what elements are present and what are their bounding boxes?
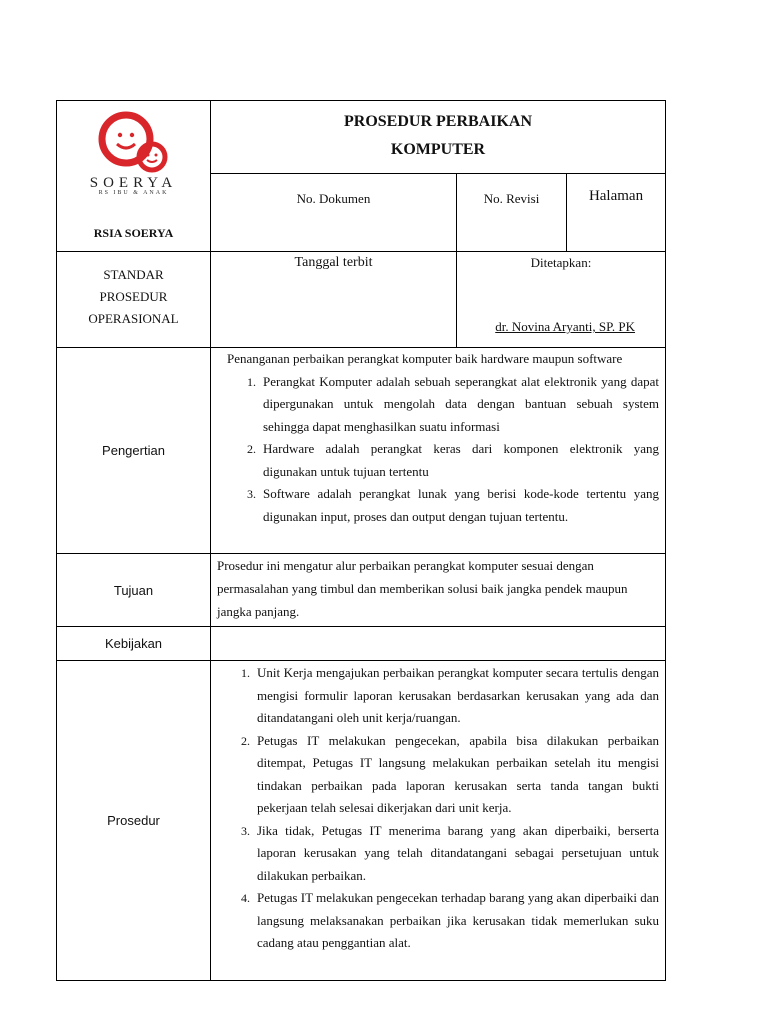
section-content-prosedur bbox=[211, 661, 666, 981]
hospital-logo bbox=[57, 101, 210, 196]
section-content-pengertian bbox=[211, 348, 666, 554]
sop-document-table bbox=[56, 100, 666, 981]
section-content-kebijakan bbox=[211, 627, 666, 661]
sop-type-line-2: PROSEDUR bbox=[99, 289, 168, 304]
pengertian-intro: Penanganan perbaikan perangkat komputer baik hardware maupun software bbox=[227, 351, 623, 366]
list-item: 4. Petugas IT melakukan pengecekan terhadap barang yang akan diperbaiki dan langsung melaksanakan perbaikan jika kerusakan tidak memerlukan suku cadang atau penggantian alat. bbox=[253, 887, 659, 955]
revision-label: No. Revisi bbox=[483, 190, 540, 206]
list-item: 2. Hardware adalah perangkat keras dari komponen elektronik yang digunakan untuk tujuan tertentu bbox=[259, 438, 659, 483]
sop-type-line-1: STANDAR bbox=[103, 267, 164, 282]
list-item: 3. Jika tidak, Petugas IT menerima barang yang akan diperbaiki, berserta laporan kerusakan yang telah ditandatangani sebagai persetujuan untuk dilakukan perbaikan. bbox=[253, 820, 659, 888]
approval-cell bbox=[457, 252, 666, 348]
issue-date-cell bbox=[211, 252, 457, 348]
list-item: 2. Petugas IT melakukan pengecekan, apabila bisa dilakukan perbaikan ditempat, Petugas IT langsung melakukan perbaikan setelah itu mengisi tindakan perbaikan pada laporan kerusakan serta tanda tangan bukti pekerjaan telah selesai dikerjakan dari unit kerja. bbox=[253, 730, 659, 820]
approved-label: Ditetapkan: bbox=[530, 255, 592, 270]
section-label-kebijakan: Kebijakan bbox=[57, 627, 211, 661]
page-cell bbox=[567, 173, 666, 251]
title-line-1: PROSEDUR PERBAIKAN bbox=[344, 113, 533, 130]
issue-date-label: Tanggal terbit bbox=[294, 255, 373, 270]
logo-brand-text: SOERYA bbox=[89, 175, 178, 191]
section-label-pengertian: Pengertian bbox=[57, 348, 211, 554]
doc-number-cell bbox=[211, 173, 457, 251]
logo-cell bbox=[57, 101, 211, 252]
doc-number-label: No. Dokumen bbox=[296, 190, 371, 206]
section-label-tujuan: Tujuan bbox=[57, 554, 211, 627]
sop-type-cell bbox=[57, 252, 211, 348]
sop-type-line-3: OPERASIONAL bbox=[88, 311, 179, 326]
list-item: 3. Software adalah perangkat lunak yang berisi kode-kode tertentu yang digunakan input, proses dan output dengan tujuan tertentu. bbox=[259, 483, 659, 528]
title-cell bbox=[211, 101, 666, 174]
title-line-2: KOMPUTER bbox=[390, 141, 486, 158]
section-label-prosedur: Prosedur bbox=[57, 661, 211, 981]
faces-logo-icon bbox=[86, 109, 182, 173]
sop-type-label bbox=[57, 252, 210, 330]
list-item: 1. Unit Kerja mengajukan perbaikan perangkat komputer secara tertulis dengan mengisi formulir laporan kerusakan berdasarkan kerusakan yang ada dan ditandatangani oleh unit kerja/ruangan. bbox=[253, 662, 659, 730]
approver-name: dr. Novina Aryanti, SP. PK bbox=[495, 319, 636, 334]
section-content-tujuan: Prosedur ini mengatur alur perbaikan perangkat komputer sesuai dengan permasalahan yang timbul dan memberikan solusi baik jangka pendek maupun jangka panjang. bbox=[211, 554, 666, 627]
logo-subtext: RS IBU & ANAK bbox=[98, 190, 169, 196]
list-item: 1. Perangkat Komputer adalah sebuah seperangkat alat elektronik yang dapat dipergunakan untuk mengolah data dengan bantuan sebuah system sehingga dapat menghasilkan suatu informasi bbox=[259, 371, 659, 439]
pengertian-list bbox=[227, 371, 659, 529]
prosedur-list bbox=[217, 662, 659, 955]
page-label: Halaman bbox=[588, 187, 644, 204]
revision-cell bbox=[457, 173, 567, 251]
organization-name: RSIA SOERYA bbox=[93, 226, 174, 240]
document-title bbox=[211, 101, 665, 164]
